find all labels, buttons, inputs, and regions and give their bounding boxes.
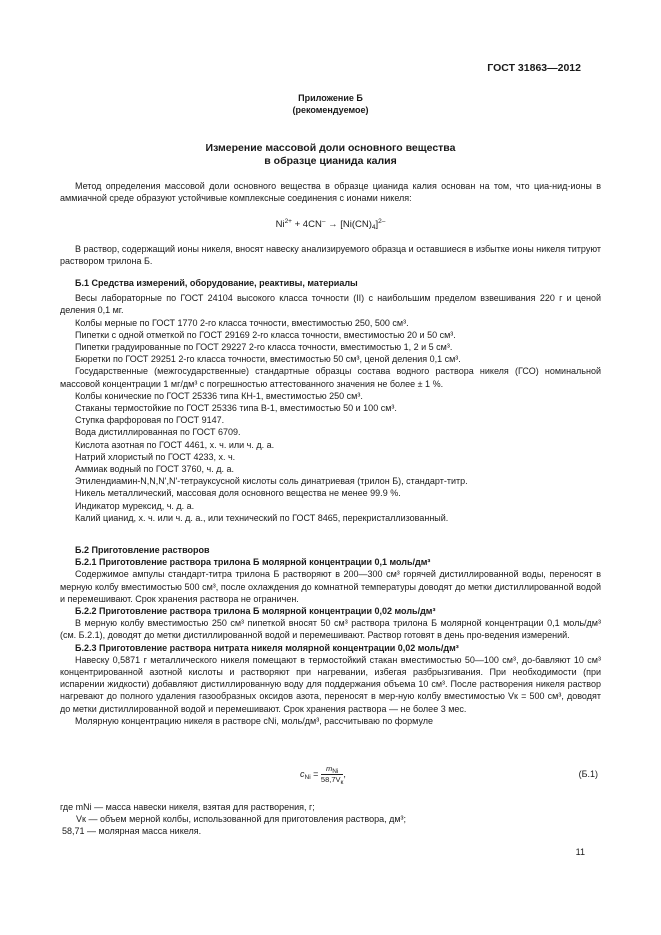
where-2: Vк — объем мерной колбы, использованной для приготовления раствора, дм³; [76, 814, 407, 825]
formula-denominator [321, 775, 343, 785]
b2-2-text: В мерную колбу вместимостью 250 см³ пипеткой вносят 50 см³ раствора трилона Б молярной концентрации 0,1 моль/дм³ (см. Б.2.1), доводят до метки дистиллированной водой и перемешивают. Раствор готовят в день про-ведения измерений. [60, 618, 601, 641]
b1-item: Колбы конические по ГОСТ 25336 типа КН-1, вместимостью 250 см³. [75, 390, 363, 401]
b1-title: Б.1 Средства измерений, оборудование, реактивы, материалы [75, 278, 358, 288]
b1-item: Калий цианид, х. ч. или ч. д. а., или технический по ГОСТ 8465, перекристаллизованный. [75, 512, 449, 523]
b1-item: Колбы мерные по ГОСТ 1770 2-го класса точности, вместимостью 250, 500 см³. [75, 317, 409, 328]
appendix-title: Приложение Б [298, 93, 363, 103]
b1-item: Этилендиамин-N,N,N',N'-тетрауксусной кислоты соль динатриевая (трилон Б), стандарт-титр. [75, 476, 468, 487]
b1-item: Пипетки с одной отметкой по ГОСТ 29169 2-го класса точности, вместимостью 20 и 50 см³. [75, 329, 456, 340]
para2-text: В раствор, содержащий ионы никеля, вносят навеску анализируемого образца и оставшиеся в избытке ионы никеля титруют раствором трилона Б. [60, 244, 601, 267]
heading-line1: Измерение массовой доли основного вещества [205, 142, 456, 154]
reaction-charge: 2+ [284, 218, 292, 225]
formula-num-sub: Ni [332, 768, 339, 775]
reaction-right: ] [375, 219, 379, 230]
formula-b1 [300, 764, 346, 785]
b1-item: Ступка фарфоровая по ГОСТ 9147. [75, 415, 225, 426]
formula-intro: Молярную концентрацию никеля в растворе cNi, моль/дм³, рассчитываю по формуле [75, 715, 434, 726]
reaction-middle: + 4CN [291, 219, 322, 230]
b1-item: Аммиак водный по ГОСТ 3760, ч. д. а. [75, 464, 234, 475]
section-b2 [60, 544, 601, 727]
b2-2-title: Б.2.2 Приготовление раствора трилона Б молярной концентрации 0,02 моль/дм³ [75, 606, 436, 617]
intro [60, 180, 601, 204]
b1-item: Кислота азотная по ГОСТ 4461, х. ч. или ч. д. а. [75, 439, 275, 450]
reaction-equation [0, 219, 661, 231]
b1-item: Никель металлический, массовая доля основного вещества не менее 99.9 %. [75, 488, 401, 499]
b2-3-text: Навеску 0,5871 г металлического никеля помещают в термостойкий стакан вместимостью 50—100 см³, до-бавляют 10 см³ концентрированной азотной кислоты и растворяют при нагревании, избегая разбрызгивания. При необходимости (при испарении жидкости) добавляют дистиллированную воду для поддержания объема 10 см³. После растворения никеля раствор нагревают до полного удаления газообразных оксидов азота, переносят в мер-ную колбу вместимостью Vк = 500 см³, доводят до метки дистиллированной водой и перемешивают. Срок хранения раствора — не более 3 мес. [60, 654, 601, 714]
b2-3-title: Б.2.3 Приготовление раствора нитрата никеля молярной концентрации 0,02 моль/дм³ [75, 642, 459, 653]
formula-num: m [325, 764, 333, 773]
section-b1 [60, 277, 601, 524]
reaction-left: Ni [275, 219, 285, 230]
b1-item: Бюретки по ГОСТ 29251 2-го класса точности, вместимостью 50 см³, ценой деления 0,1 см³. [75, 354, 461, 365]
where-3: 58,71 — молярная масса никеля. [62, 826, 202, 837]
intro-text: Метод определения массовой доли основного вещества в образце цианида калия основан на том, что циа-нид-ионы в аммиачной среде образуют устойчивые комплексные соединения с ионами никеля: [60, 181, 601, 204]
b1-item: Весы лабораторные по ГОСТ 24104 высокого класса точности (II) с наибольшим пределом взвешивания 220 г и ценой деления 0,1 мг. [60, 293, 601, 316]
para2 [60, 243, 601, 267]
formula-lhs: c [300, 768, 305, 779]
b1-item: Государственные (межгосударственные) стандартные образцы состава водного раствора никеля (ГСО) номинальной массовой концентрации 1 мг/дм³ с погрешностью аттестованного значения не более ± 1 %. [60, 366, 601, 389]
b1-item: Пипетки градуированные по ГОСТ 29227 2-го класса точности, вместимостью 1, 2 и 5 см³. [75, 342, 453, 353]
formula-den: 58,7V [320, 775, 341, 784]
formula-tail: , [343, 768, 346, 779]
reaction-rcharge: 2– [378, 218, 386, 225]
b2-1-title: Б.2.1 Приготовление раствора трилона Б молярной концентрации 0,1 моль/дм³ [75, 557, 431, 568]
formula-eq: = [310, 768, 321, 779]
formula-lhs-sub: Ni [304, 773, 311, 781]
formula-numerator [321, 764, 343, 775]
formula-fraction [321, 764, 343, 785]
doc-id: ГОСТ 31863—2012 [487, 62, 581, 74]
b2-1-text: Содержимое ампулы стандарт-титра трилона Б растворяют в 200—300 см³ горячей дистиллированной воды, переносят в мерную колбу вместимостью 500 см³, после охлаждения до комнатной температуры доводят до метки дистиллированной водой и перемешивают. Срок хранения раствора не ограничен. [60, 569, 601, 604]
reaction-sub: 4 [371, 224, 376, 231]
where-block [60, 801, 601, 838]
b1-item: Стаканы термостойкие по ГОСТ 25336 типа В-1, вместимостью 50 и 100 см³. [75, 403, 397, 414]
b1-item: Вода дистиллированная по ГОСТ 6709. [75, 427, 241, 438]
b2-title: Б.2 Приготовление растворов [75, 545, 210, 555]
appendix-subtitle: (рекомендуемое) [292, 105, 369, 115]
page-number: 11 [575, 847, 585, 857]
reaction-arrow: → [Ni(CN) [325, 219, 372, 230]
formula-den-sub: к [340, 779, 344, 786]
formula-number: (Б.1) [578, 769, 598, 779]
reaction-minus: – [321, 218, 326, 225]
b1-item: Натрий хлористый по ГОСТ 4233, х. ч. [75, 451, 236, 462]
b1-item: Индикатор мурексид, ч. д. а. [75, 500, 195, 511]
heading-line2: в образце цианида калия [264, 155, 397, 167]
where-1: где mNi — масса навески никеля, взятая для растворения, г; [60, 802, 315, 812]
